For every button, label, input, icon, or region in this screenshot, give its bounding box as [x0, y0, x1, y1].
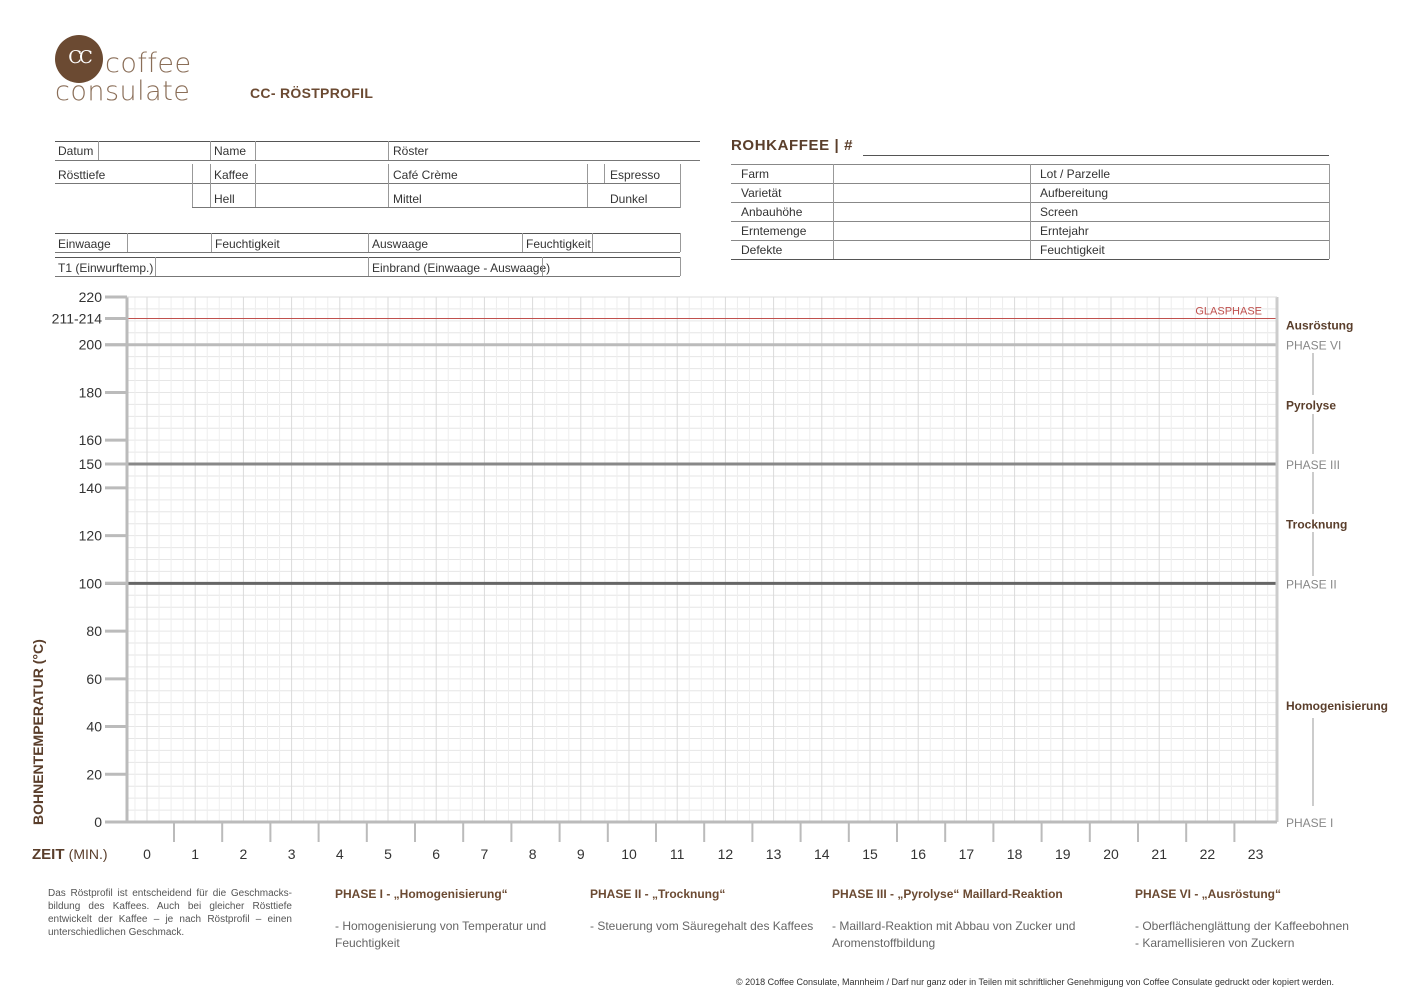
x-tick-label: 14 — [814, 846, 830, 862]
phase-name-label: Pyrolyse — [1286, 398, 1337, 413]
label-auswaage: Auswaage — [372, 237, 429, 251]
x-tick-label: 10 — [621, 846, 637, 862]
y-tick-label: 80 — [86, 623, 102, 640]
x-axis-title: ZEIT (MIN.) — [32, 846, 108, 863]
label-einwaage: Einwaage — [58, 237, 111, 251]
checkbox-hell[interactable]: Hell — [214, 192, 235, 206]
x-tick-label: 9 — [576, 846, 585, 862]
checkbox-dunkel[interactable]: Dunkel — [610, 192, 648, 206]
y-tick-label: 120 — [78, 527, 102, 544]
rk-erntemenge: Erntemenge — [741, 224, 807, 238]
x-tick-label: 16 — [910, 846, 926, 862]
x-tick-label: 15 — [862, 846, 878, 862]
phase-3-heading: PHASE III - „Pyrolyse“ Maillard-Reaktion — [832, 887, 1063, 901]
label-roesttiefe: Rösttiefe — [58, 168, 106, 182]
y-tick-label: 200 — [78, 336, 102, 353]
x-tick-label: 4 — [335, 846, 344, 862]
y-tick-label: 40 — [86, 718, 102, 735]
checkbox-cafe-creme[interactable]: Café Crème — [393, 168, 458, 182]
y-tick-label: 150 — [78, 456, 102, 473]
logo-word-consulate: consulate — [55, 76, 191, 107]
phase-2-heading: PHASE II - „Trocknung“ — [590, 887, 726, 901]
y-tick-label: 160 — [78, 432, 102, 449]
x-tick-label: 17 — [958, 846, 975, 862]
rk-lot: Lot / Parzelle — [1040, 167, 1111, 181]
logo-word-coffee: coffee — [105, 48, 192, 79]
label-t1: T1 (Einwurftemp.) — [58, 261, 154, 275]
rk-feuchtigkeit: Feuchtigkeit — [1040, 243, 1105, 257]
phase-name-label: Trocknung — [1286, 517, 1348, 532]
x-tick-label: 2 — [239, 846, 248, 862]
phase-name-label: Homogenisierung — [1286, 699, 1389, 714]
phase-marker-label: PHASE III — [1286, 458, 1341, 473]
phase-2-desc: - Steuerung vom Säuregehalt des Kaffees — [590, 919, 814, 933]
checkbox-espresso[interactable]: Espresso — [610, 168, 661, 182]
x-tick-label: 12 — [717, 846, 734, 862]
phase-1-heading: PHASE I - „Homogenisierung“ — [335, 887, 508, 901]
glasphase-label: GLASPHASE — [1195, 305, 1262, 318]
rk-aufbereitung: Aufbereitung — [1040, 186, 1109, 200]
phase-6-desc: - Oberflächenglättung der Kaffeebohnen - Karamellisieren von Zuckern — [1135, 919, 1349, 950]
x-tick-label: 6 — [432, 846, 441, 862]
checkbox-kaffee[interactable]: Kaffee — [214, 168, 249, 182]
y-tick-label: 60 — [86, 670, 102, 687]
rk-defekte: Defekte — [741, 243, 783, 257]
x-tick-label: 21 — [1151, 846, 1167, 862]
page-title: CC- RÖSTPROFIL — [250, 85, 374, 101]
rk-anbauhoehe: Anbauhöhe — [741, 205, 803, 219]
copyright-notice: © 2018 Coffee Consulate, Mannheim / Darf nur ganz oder in Teilen mit schriftlicher Genehmigung von Coffee Consulate gedruckt oder kopiert werden. — [736, 977, 1334, 987]
rk-varietaet: Varietät — [741, 186, 782, 200]
label-roester: Röster — [393, 144, 429, 158]
x-tick-label: 8 — [528, 846, 537, 862]
y-tick-label: 220 — [78, 289, 102, 305]
label-datum: Datum — [58, 144, 94, 158]
label-einbrand: Einbrand (Einwaage - Auswaage) — [372, 261, 551, 275]
rk-erntejahr: Erntejahr — [1040, 224, 1089, 238]
rk-farm: Farm — [741, 167, 769, 181]
y-axis-title: BOHNENTEMPERATUR (°C) — [30, 639, 46, 825]
footer-intro: Das Röstprofil ist entscheidend für die Geschmacks-bildung des Kaffees. Auch bei gleicher Rösttiefe entwickelt der Kaffee – je nach Röstprofil – einen unterschiedlichen Geschmack. — [48, 888, 292, 938]
y-tick-label: 0 — [94, 814, 102, 830]
x-tick-label: 20 — [1103, 846, 1119, 862]
x-tick-label: 3 — [287, 846, 296, 862]
x-tick-label: 13 — [765, 846, 782, 862]
phase-marker-label: PHASE VI — [1286, 338, 1342, 353]
phase-name-label: Ausröstung — [1286, 318, 1354, 333]
x-tick-label: 1 — [191, 846, 200, 862]
checkbox-mittel[interactable]: Mittel — [393, 192, 422, 206]
label-name: Name — [214, 144, 247, 158]
x-tick-label: 7 — [480, 846, 489, 862]
phase-marker-label: PHASE I — [1286, 816, 1334, 830]
y-tick-label: 211-214 — [51, 310, 102, 327]
phase-1-desc: - Homogenisierung von Temperatur und Feuchtigkeit — [335, 919, 547, 950]
x-tick-label: 0 — [143, 846, 151, 862]
x-tick-label: 18 — [1006, 846, 1023, 862]
label-feuchtigkeit-2: Feuchtigkeit — [526, 237, 591, 251]
x-tick-label: 22 — [1199, 846, 1216, 862]
rk-screen: Screen — [1040, 205, 1079, 219]
x-tick-label: 5 — [384, 846, 392, 862]
x-tick-label: 23 — [1247, 846, 1264, 862]
phase-3-desc: - Maillard-Reaktion mit Abbau von Zucker und Aromenstoffbildung — [832, 919, 1076, 950]
label-feuchtigkeit-1: Feuchtigkeit — [215, 237, 280, 251]
y-tick-label: 100 — [78, 575, 102, 592]
x-tick-label: 19 — [1055, 846, 1071, 862]
y-tick-label: 20 — [86, 766, 102, 783]
y-tick-label: 140 — [78, 479, 102, 496]
rohkaffee-title: ROHKAFFEE | # — [731, 137, 854, 154]
y-tick-label: 180 — [78, 384, 102, 401]
logo-monogram-text: CC — [68, 47, 90, 68]
phase-6-heading: PHASE VI - „Ausröstung“ — [1135, 887, 1282, 901]
x-tick-label: 11 — [669, 846, 685, 862]
phase-marker-label: PHASE II — [1286, 577, 1337, 592]
